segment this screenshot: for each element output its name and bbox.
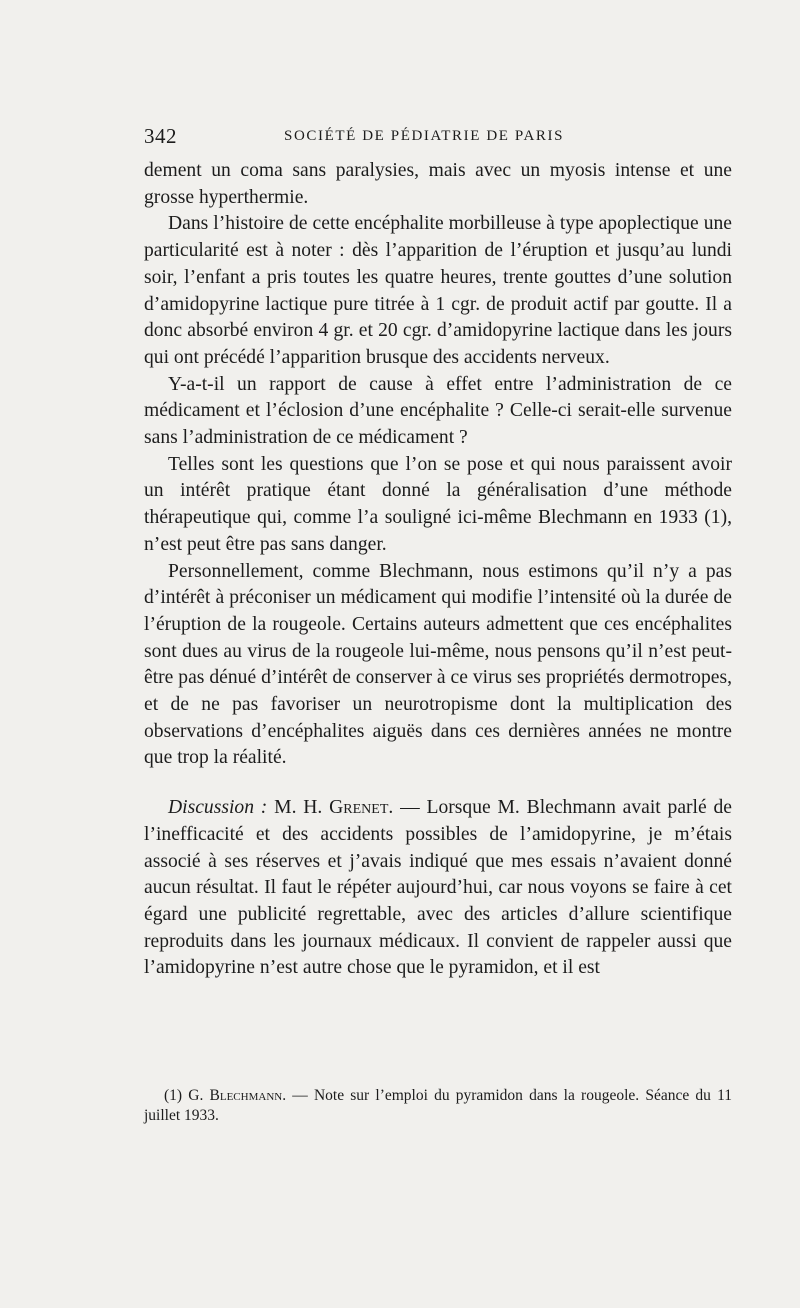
paragraph-practical-interest: Telles sont les questions que l’on se pose et qui nous paraissent avoir un intérêt pratique étant donné la généralisation d’une méthode thérapeutique qui, comme l’a souligné ici-même Blechmann en 1933 (1), n’est peut être pas sans danger. [144,453,732,555]
footnote-author-initial: G. [188,1087,204,1104]
page-header [144,124,732,152]
body-text [144,158,732,982]
running-title: SOCIÉTÉ DE PÉDIATRIE DE PARIS [284,128,565,144]
footnote-author-name: Blechmann. [209,1087,287,1104]
paragraph-continued: dement un coma sans paralysies, mais avec un myosis intense et une grosse hyperthermie. [144,160,732,208]
footnote-marker: (1) [164,1087,183,1104]
paragraph-discussion [144,795,732,982]
discussion-speaker-prefix: M. H. [274,797,323,819]
discussion-text: Lorsque M. Blechmann avait parlé de l’inefficacité et des accidents possibles de l’amidopyrine, je m’étais associé à ses réserves et j’avais indiqué que mes essais n’avaient donné aucun résultat. Il faut le répéter aujourd’hui, car nous voyons se faire à cet égard une publicité regrettable, avec des articles d’allure scientifique reproduits dans les journaux médicaux. Il convient de rappeler aussi que l’amidopyrine n’est autre chose que le pyramidon, et il est [144,797,732,979]
footnote [144,1086,732,1126]
discussion-dash: — [400,797,420,819]
paragraph-question: Y-a-t-il un rapport de cause à effet entre l’administration de ce médicament et l’éclosion d’une encéphalite ? Celle-ci serait-elle survenue sans l’administration de ce médicament ? [144,373,732,449]
paragraph-case-history: Dans l’histoire de cette encéphalite morbilleuse à type apoplectique une particularité est à noter : dès l’apparition de l’éruption et jusqu’au lundi soir, l’enfant a pris toutes les quatre heures, trente gouttes d’une solution d’amidopyrine lactique pure titrée à 1 cgr. de produit actif par goutte. Il a donc absorbé environ 4 gr. et 20 cgr. d’amidopyrine lactique dans les jours qui ont précédé l’apparition brusque des accidents nerveux. [144,213,732,368]
footnote-text: — Note sur l’emploi du pyramidon dans la rougeole. Séance du 11 juillet 1933. [144,1087,733,1124]
discussion-speaker-name: Grenet. [329,797,394,819]
page-number: 342 [144,124,177,148]
discussion-label: Discussion : [168,797,268,819]
paragraph-opinion: Personnellement, comme Blechmann, nous estimons qu’il n’y a pas d’intérêt à préconiser un médicament qui modifie l’intensité où la durée de l’éruption de la rougeole. Certains auteurs admettent que ces encéphalites sont dues au virus de la rougeole lui-même, nous pensons qu’il n’est peut-être pas dénué d’intérêt de conserver à ce virus ses propriétés dermotropes, et de ne pas favoriser un neurotropisme dont la multiplication des observations d’encéphalites aiguës dans ces dernières années ne montre que trop la réalité. [144,560,732,769]
